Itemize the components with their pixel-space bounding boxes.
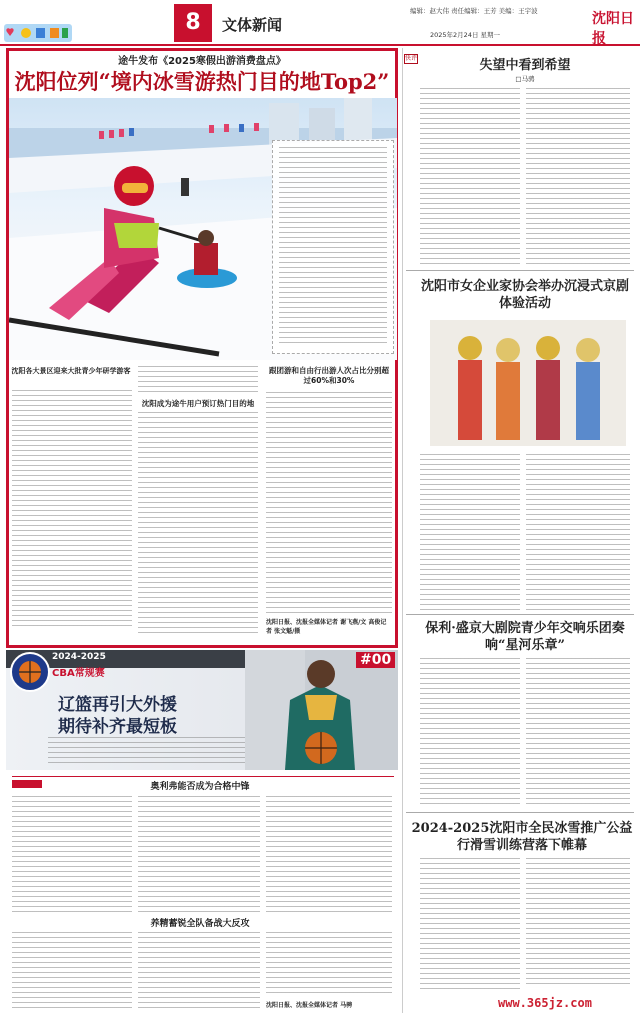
article-body-col-2b	[138, 412, 258, 636]
subhead-hot-destination: 沈阳成为途牛用户预订热门目的地	[141, 399, 255, 408]
ski-camp-headline: 2024-2025沈阳市全民冰雪推广公益行滑雪训练营落下帷幕	[411, 821, 633, 853]
commentary-body-col-2	[526, 88, 630, 264]
page-number: 8	[174, 4, 212, 42]
cba-league-name: CBA常规赛	[52, 668, 105, 679]
cba-body-col-1a	[12, 796, 132, 912]
cba-byline: 沈阳日报、沈报全媒体记者 马骋	[266, 1002, 353, 1009]
section-title: 文体新闻	[222, 16, 283, 34]
cba-lead-text	[48, 737, 248, 763]
basketball-player-photo	[245, 650, 398, 770]
issue-date: 2025年2月24日 星期一	[430, 31, 501, 39]
article-sidebar-text	[272, 140, 394, 354]
photo-caption: 沈阳各大景区迎来大批青少年研学游客	[11, 367, 131, 375]
cba-body-col-3b	[266, 932, 392, 996]
ski-camp-body-col-2	[526, 858, 630, 988]
commentary-headline: 失望中看到希望	[479, 58, 571, 73]
cba-body-col-2a	[138, 796, 260, 912]
cba-headline-line-2: 期待补齐最短板	[58, 717, 177, 737]
cba-body-col-3a	[266, 796, 392, 912]
cba-article-marker-icon	[12, 780, 42, 788]
commentary-tag: 快评	[405, 55, 418, 62]
article-kicker: 途牛发布《2025寒假出游消费盘点》	[118, 56, 286, 67]
cba-article-title: 奥利弗能否成为合格中锋	[150, 782, 250, 792]
article-body-col-3	[266, 392, 392, 614]
orchestra-body-col-2	[526, 658, 630, 806]
commentary-byline: □马骋	[515, 75, 535, 83]
right-rule-3	[406, 812, 634, 813]
ski-camp-body-col-1	[420, 858, 520, 990]
cba-season: 2024-2025	[52, 652, 106, 662]
orchestra-body-col-1	[420, 658, 520, 806]
subhead-travel-share: 跟团游和自由行出游人次占比分别超过60%和30%	[269, 366, 389, 385]
article-body-col-1	[12, 390, 132, 630]
right-rule-2	[406, 614, 634, 615]
sidebar-body-text	[279, 147, 387, 347]
newspaper-logo	[4, 24, 72, 42]
cba-article-subtitle: 养精蓄锐全队备战大反攻	[150, 919, 250, 929]
article-byline: 沈阳日报、沈报全媒体记者 谢飞燕/文 高俊记者 张文魁/摄	[266, 619, 387, 635]
page-header	[0, 0, 640, 46]
cba-body-col-1b	[12, 932, 132, 1010]
column-divider	[402, 48, 403, 1013]
opera-performers-photo	[430, 320, 626, 446]
opera-headline: 沈阳市女企业家协会举办沉浸式京剧体验活动	[420, 279, 629, 311]
masthead-brand: 沈阳日报	[592, 11, 634, 47]
cba-headline-line-1: 辽篮再引大外援	[58, 695, 177, 715]
jersey-number-badge: #00	[356, 652, 395, 668]
opera-body-col-2	[526, 454, 630, 610]
cba-league-icon	[10, 652, 50, 692]
article-headline: 沈阳位列“境内冰雪游热门目的地Top2”	[14, 69, 390, 94]
commentary-body-col-1	[420, 88, 520, 264]
editor-credits: 编辑：赵大伟 责任编辑：王芳 美编：王宇波	[410, 7, 538, 15]
orchestra-headline: 保利·盛京大剧院青少年交响乐团奏响“星河乐章”	[425, 621, 625, 653]
watermark: www.365jz.com	[498, 996, 592, 1010]
right-rule-1	[406, 270, 634, 271]
article-body-col-2a	[138, 366, 258, 396]
cba-rule	[12, 776, 394, 777]
opera-body-col-1	[420, 454, 520, 610]
cba-body-col-2b	[138, 932, 260, 1010]
